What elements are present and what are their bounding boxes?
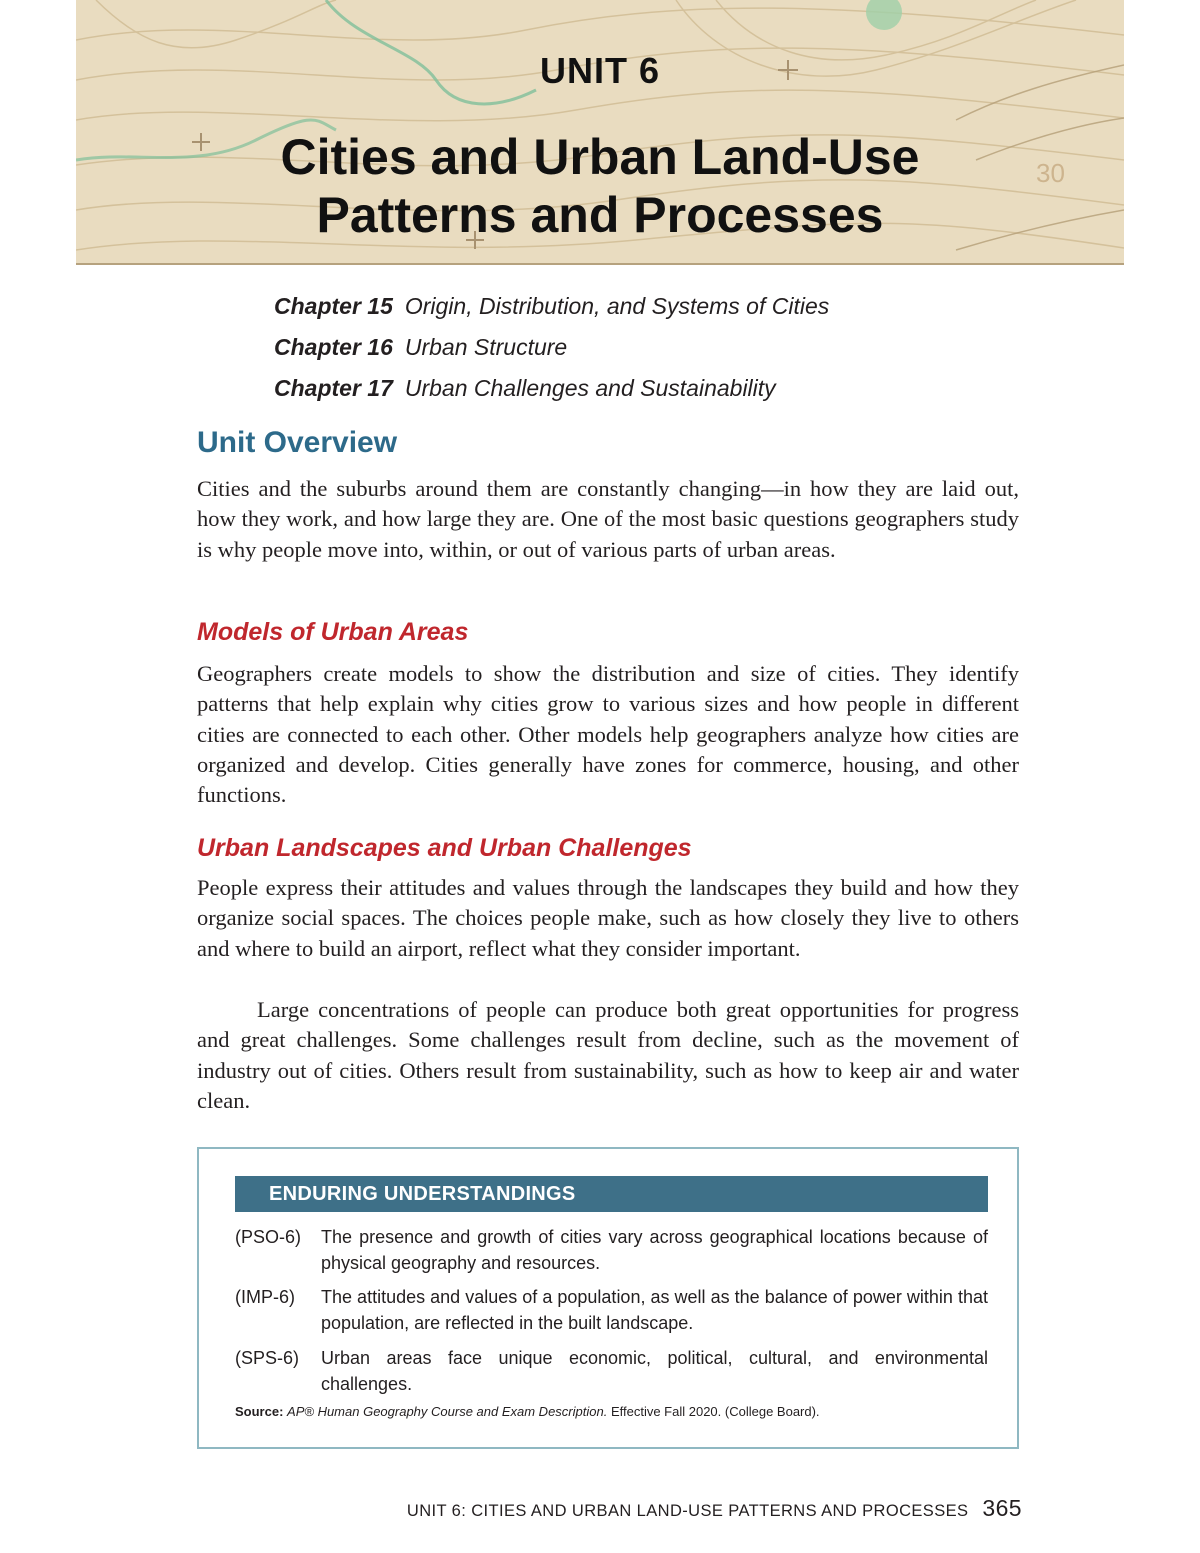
landscapes-paragraph-2: Large concentrations of people can produce both great opportunities for progress and great challenges. Some challenges result from decline, such as the movement of industry out of cities. Others result from sustainability, such as how to keep air and water clean. (197, 997, 1019, 1113)
chapter-number: Chapter 16 (274, 334, 393, 360)
understanding-code: (IMP-6) (235, 1287, 295, 1307)
models-heading: Models of Urban Areas (197, 618, 469, 646)
source-citation (235, 1404, 820, 1419)
source-label: Source: (235, 1404, 284, 1419)
page-footer (407, 1495, 1022, 1522)
source-details: Effective Fall 2020. (College Board). (610, 1404, 820, 1419)
enduring-understandings-box (197, 1147, 1019, 1449)
chapter-item (274, 293, 829, 334)
unit-title-line-1: Cities and Urban Land-Use (280, 129, 920, 185)
understanding-item (235, 1284, 988, 1336)
unit-banner (76, 0, 1124, 265)
chapter-title: Urban Challenges and Sustainability (404, 375, 776, 401)
understanding-text: The presence and growth of cities vary across geographical locations because of physical geography and resources. (321, 1227, 988, 1273)
understanding-text: The attitudes and values of a population, as well as the balance of power within that population, are reflected in the built landscape. (321, 1287, 988, 1333)
understanding-code: (SPS-6) (235, 1348, 300, 1368)
landscapes-heading: Urban Landscapes and Urban Challenges (197, 834, 692, 862)
chapter-number: Chapter 15 (274, 293, 393, 319)
map-marker-label: 30 (1036, 158, 1065, 188)
unit-label: UNIT 6 (539, 50, 660, 91)
chapter-item (274, 334, 829, 375)
models-paragraph: Geographers create models to show the distribution and size of cities. They identify patterns that help explain why cities grow to various sizes and how people in different cities are connected to each other. Other models help geographers analyze how cities are organized and develop. Cities generally have zones for commerce, housing, and other functions. (197, 661, 1019, 808)
chapter-number: Chapter 17 (274, 375, 393, 401)
chapter-title: Origin, Distribution, and Systems of Cities (404, 293, 830, 319)
chapter-title: Urban Structure (404, 334, 568, 360)
understanding-text: Urban areas face unique economic, political, cultural, and environmental challenges. (321, 1348, 988, 1394)
unit-title (76, 128, 1124, 244)
running-head: UNIT 6: CITIES AND URBAN LAND-USE PATTERNS AND PROCESSES (406, 1502, 969, 1520)
unit-overview-heading: Unit Overview (197, 426, 398, 459)
chapter-item (274, 375, 829, 416)
page-number: 365 (982, 1495, 1022, 1521)
landscapes-paragraph-1: People express their attitudes and values through the landscapes they build and how they organize social spaces. The choices people make, such as how closely they live to others and where to build an airport, reflect what they consider important. (197, 875, 1019, 961)
understanding-item (235, 1224, 988, 1276)
source-title: AP® Human Geography Course and Exam Description. (287, 1404, 608, 1419)
enduring-understandings-header: ENDURING UNDERSTANDINGS (235, 1176, 988, 1212)
unit-title-line-2: Patterns and Processes (316, 187, 884, 243)
understanding-code: (PSO-6) (235, 1227, 302, 1247)
understanding-item (235, 1345, 988, 1397)
unit-overview-paragraph: Cities and the suburbs around them are constantly changing—in how they are laid out, how they work, and how large they are. One of the most basic questions geographers study is why people move into, within, or out of various parts of urban areas. (197, 476, 1019, 562)
chapter-list (274, 293, 829, 416)
